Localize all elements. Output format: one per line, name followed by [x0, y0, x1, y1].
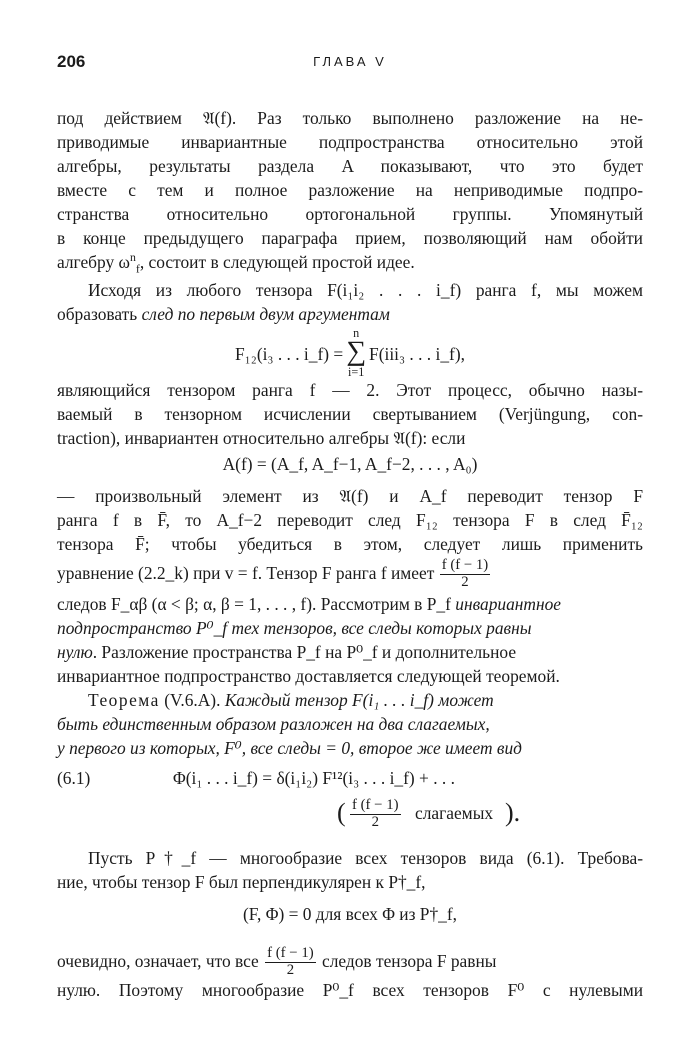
text-fragment: уравнение (2.2_k) при v = f. Тензор F ранга f имеет [57, 562, 435, 583]
subscript: f [135, 261, 140, 276]
chapter-title: ГЛАВА V [313, 54, 387, 69]
text-line: в конце предыдущего параграфа прием, позволяющий нам обойти [57, 228, 643, 248]
text-line: подпространство P⁰_f тех тензоров, все следы которых равны [57, 618, 532, 638]
sum-lower-limit: i=1 [347, 364, 365, 379]
emphasis: нулю [57, 642, 93, 662]
formula-part: слагаемых [415, 803, 494, 823]
text-line: ранга f в F̄, то A_f−2 переводит след F₁₂ тензора F в след F̄₁₂ [57, 510, 643, 530]
formula-6-1 [57, 766, 643, 790]
formula-part: F(iii₃ . . . i_f), [369, 343, 465, 364]
formula-part: Φ(i₁ . . . i_f) = δ(i₁i₂) F¹²(i₃ . . . i_f) + . . . [173, 768, 455, 788]
page-header [57, 52, 643, 76]
text-line [57, 250, 643, 274]
text-line: инвариантное подпространство доставляется следующей теоремой. [57, 666, 560, 686]
formula-trace [57, 326, 643, 379]
text-line [57, 640, 643, 664]
text-line: вместе с тем и полное разложение на неприводимые подпро- [57, 180, 643, 200]
equation-number: (6.1) [57, 768, 91, 788]
formula-element: A(f) = (A_f, A_f−1, A_f−2, . . . , A₀) [222, 454, 478, 474]
text-line [57, 592, 643, 616]
bracket: ( [337, 798, 346, 827]
text-line: под действием 𝔄(f). Раз только выполнено разложение на не- [57, 108, 643, 128]
fraction [265, 946, 316, 978]
sum-upper-limit: n [353, 326, 360, 340]
text-line: Пусть P†_f — многообразие всех тензоров вида (6.1). Требова- [88, 848, 643, 868]
text-line: Исходя из любого тензора F(i₁i₂ . . . i_f) ранга f, мы можем [88, 280, 643, 300]
fraction [350, 798, 401, 830]
text-line: приводимые инвариантные подпространства относительно этой [57, 132, 643, 152]
text-line: ваемый в тензорном исчислении свертыванием (Verjüngung, con- [57, 404, 643, 424]
denominator: 2 [461, 573, 469, 590]
text-line [57, 302, 643, 326]
theorem-text: Каждый тензор F(i₁ . . . i_f) может [224, 690, 494, 710]
theorem-label: Теорема [88, 690, 160, 710]
emphasis: инвариантное [455, 594, 562, 614]
denominator: 2 [286, 961, 295, 978]
text-line: алгебры, результаты раздела A показывают, что это будет [57, 156, 643, 176]
superscript: n [129, 250, 136, 265]
emphasis: след по первым двум аргументам [141, 304, 390, 324]
text-line: нулю. Поэтому многообразие P⁰_f всех тензоров F⁰ с нулевыми [57, 980, 643, 1000]
numerator: f (f − 1) [441, 557, 489, 573]
text-line [57, 946, 643, 978]
text-fragment: алгебру ω [57, 252, 130, 272]
formula-orthogonality: (F, Φ) = 0 для всех Φ из P†_f, [242, 904, 458, 924]
text-line: являющийся тензором ранга f — 2. Этот процесс, обычно назы- [57, 380, 643, 400]
theorem-text: быть единственным образом разложен на два слагаемых, [57, 714, 490, 734]
formula-part: F₁₂(i₃ . . . i_f) = [235, 343, 344, 364]
numerator: f (f − 1) [267, 945, 314, 961]
theorem-heading [88, 688, 643, 712]
fraction [440, 558, 491, 590]
theorem-text: у первого из которых, F⁰, все следы = 0, второе же имеет вид [57, 738, 522, 758]
text-line: тензора F̄; чтобы убедиться в этом, следует лишь применить [57, 534, 643, 554]
page-number: 206 [57, 52, 86, 71]
sum-symbol [346, 327, 366, 378]
text-fragment: следов тензора F равны [322, 950, 497, 971]
bracket: ). [505, 798, 521, 827]
numerator: f (f − 1) [352, 797, 399, 813]
text-line: странства относительно ортогональной группы. Упомянутый [57, 204, 643, 224]
formula-6-1-continued [57, 796, 643, 830]
text-line: ние, чтобы тензор F был перпендикулярен к P†_f, [57, 872, 426, 892]
text-fragment: следов F_αβ (α < β; α, β = 1, . . . , f). Рассмотрим в P_f [57, 594, 456, 614]
text-line: — произвольный элемент из 𝔄(f) и A_f переводит тензор F [57, 486, 643, 506]
text-fragment: очевидно, означает, что все [57, 950, 259, 971]
text-line [57, 558, 643, 590]
text-line: traction), инвариантен относительно алгебры 𝔄(f): если [57, 428, 466, 448]
theorem-number: (V.6.A). [159, 690, 225, 710]
text-fragment: , состоит в следующей простой идее. [139, 252, 415, 272]
text-fragment: . Разложение пространства P_f на P⁰_f и дополнительное [92, 642, 517, 662]
sigma: ∑ [346, 336, 367, 368]
text-fragment: образовать [57, 304, 142, 324]
denominator: 2 [371, 813, 379, 830]
